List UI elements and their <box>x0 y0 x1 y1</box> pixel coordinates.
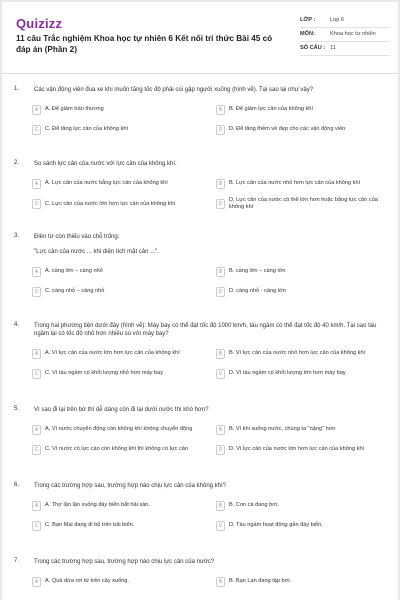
answer-option[interactable] <box>216 443 398 456</box>
question-number: 1. <box>14 86 20 92</box>
answer-options <box>32 103 398 136</box>
question-list <box>2 86 398 588</box>
question <box>2 322 398 380</box>
question-subtext: "Lực cản của nước ... khi diện tích mặt cản ...". <box>34 249 159 255</box>
answer-option[interactable] <box>216 123 398 136</box>
meta-value: 11 <box>330 45 336 51</box>
answer-option[interactable] <box>32 265 216 278</box>
question-text: Trong hai phương tiện dưới đây (hình vẽ): Máy bay có thể đạt tốc độ 1000 km/h, tàu ngầm có thể đạt tốc độ 40 km/h. Tại sao tàu ngầm lại có tốc độ nhỏ hơn nhiều so với máy bay? <box>34 323 377 337</box>
answer-option[interactable] <box>216 103 398 116</box>
option-text: C. Để tăng lực cản của không khí <box>45 126 129 132</box>
answer-option[interactable] <box>32 177 216 190</box>
option-letter-box: D <box>216 521 225 531</box>
option-text: C. Vì tàu ngầm có khối lượng nhỏ hơn máy bay <box>45 370 164 376</box>
answer-option[interactable] <box>216 265 398 278</box>
option-text: D. càng nhỏ - càng lớn <box>229 288 286 294</box>
option-text: D. Vì lực cản của nước lớn hơn lực cản của không khí <box>229 446 365 452</box>
option-text: D. Lực cản của nước có thể lớn hơn hoặc bằng lực cản của không khí <box>229 197 378 210</box>
answer-option[interactable] <box>216 575 398 588</box>
answer-option[interactable] <box>32 123 216 136</box>
question-text: Các vận động viên đua xe khi muốn tăng tốc độ phải cúi gập người xuống (hình vẽ). Tại sao lại như vậy? <box>34 87 314 93</box>
option-letter-box: D <box>216 445 225 455</box>
answer-option[interactable] <box>32 347 216 360</box>
question-number: 2. <box>14 160 20 166</box>
question <box>2 482 398 532</box>
answer-option[interactable] <box>32 443 216 456</box>
answer-option[interactable] <box>216 519 398 532</box>
option-letter-box: B <box>216 577 225 587</box>
question <box>2 406 398 456</box>
option-letter-box: A <box>32 501 41 511</box>
option-text: C. càng nhỏ – càng nhỏ <box>45 288 105 294</box>
answer-option[interactable] <box>216 177 398 190</box>
answer-option[interactable] <box>216 423 398 436</box>
question-text: Trong các trường hợp sau, trường hợp nào chịu lực cản của không khí? <box>34 483 226 489</box>
option-letter-box: B <box>216 267 225 277</box>
option-letter-box: A <box>32 577 41 587</box>
option-letter-box: B <box>216 501 225 511</box>
option-text: A. Thợ lặn lặn xuống đáy biển bắt hải sản. <box>45 502 150 508</box>
option-text: D. Để tăng thêm vẻ đẹp cho các vận động viên <box>229 126 346 132</box>
worksheet-title: 11 câu Trắc nghiệm Khoa học tự nhiên 6 Kết nối tri thức Bài 45 có đáp án (Phần 2) <box>16 34 273 54</box>
quizizz-logo: Quizizz <box>16 16 63 31</box>
option-text: C. Bạn Mai đang đi bộ trên bãi biển. <box>45 522 135 528</box>
option-text: A. càng lớn – càng nhỏ <box>45 268 103 274</box>
option-letter-box: B <box>216 349 225 359</box>
meta-label: SỐ CÂU : <box>300 45 326 51</box>
option-letter-box: B <box>216 179 225 189</box>
option-text: A. Lực cản của nước bằng lực cản của không khí <box>45 180 168 186</box>
option-letter-box: D <box>216 287 225 297</box>
question <box>2 558 398 588</box>
meta-value: Khoa học tự nhiên <box>330 31 376 37</box>
option-letter-box: C <box>32 287 41 297</box>
answer-options <box>32 347 398 380</box>
worksheet-meta <box>300 14 390 56</box>
answer-option[interactable] <box>32 197 216 211</box>
option-text: A. Vì nước chuyển động còn không khí không chuyển động <box>45 426 193 432</box>
meta-label: LỚP : <box>300 17 316 23</box>
option-letter-box: C <box>32 521 41 531</box>
meta-value: Lop 6 <box>330 17 344 23</box>
answer-options <box>32 423 398 456</box>
option-letter-box: C <box>32 199 41 209</box>
option-letter-box: B <box>216 105 225 115</box>
answer-option[interactable] <box>216 347 398 360</box>
answer-options <box>32 499 398 532</box>
option-text: B. càng lớn – càng lớn <box>229 268 286 274</box>
option-letter-box: A <box>32 267 41 277</box>
question <box>2 86 398 136</box>
question-text: Điền từ còn thiếu vào chỗ trống: <box>34 234 120 240</box>
question-number: 4. <box>14 322 20 328</box>
answer-option[interactable] <box>32 575 216 588</box>
meta-row <box>300 28 390 42</box>
option-text: D. Tàu ngầm hoạt động gần đáy biển. <box>229 522 323 528</box>
option-letter-box: D <box>216 369 225 379</box>
question-number: 5. <box>14 406 20 412</box>
answer-option[interactable] <box>216 197 398 211</box>
meta-row <box>300 42 390 56</box>
option-letter-box: C <box>32 125 41 135</box>
worksheet-page <box>2 2 398 600</box>
question-number: 3. <box>14 233 20 239</box>
answer-options <box>32 177 398 211</box>
worksheet-header <box>2 2 398 74</box>
question-text: Trong các trường hợp sau, trường hợp nào chịu lực cản của nước? <box>34 559 215 565</box>
option-text: A. Vì lực cản của nước lớn hơn lực cản của không khí <box>45 350 180 356</box>
option-text: A. Quả dừa rơi từ trên cây xuống. <box>45 578 129 584</box>
question <box>2 233 398 298</box>
question <box>2 160 398 211</box>
option-letter-box: D <box>216 125 225 135</box>
option-text: D. Vì tàu ngầm có khối lượng lớn hơn máy bay <box>229 370 346 376</box>
option-text: B. Vì lực cản của nước nhỏ hơn lực cản của không khí <box>229 350 366 356</box>
answer-option[interactable] <box>32 367 216 380</box>
answer-option[interactable] <box>32 285 216 298</box>
option-text: B. Vì khi xuống nước, chúng ta "nặng" hơn <box>229 426 336 432</box>
option-text: B. Để giảm lực cản của không khí <box>229 106 313 112</box>
option-text: B. Lực cản của nước nhỏ hơn lực cản của không khí <box>229 180 361 186</box>
option-text: A. Để giảm trấn thương <box>45 106 104 112</box>
answer-option[interactable] <box>216 367 398 380</box>
meta-row <box>300 14 390 28</box>
answer-option[interactable] <box>216 285 398 298</box>
option-text: B. Bạn Lan đang tập bơi. <box>229 578 292 584</box>
option-letter-box: A <box>32 105 41 115</box>
option-letter-box: C <box>32 445 41 455</box>
answer-option[interactable] <box>32 423 216 436</box>
question-text: So sánh lực cản của nước với lực cản của không khí. <box>34 161 177 167</box>
answer-options <box>32 575 398 588</box>
answer-option[interactable] <box>216 499 398 512</box>
option-letter-box: A <box>32 179 41 189</box>
option-letter-box: A <box>32 349 41 359</box>
question-number: 6. <box>14 482 20 488</box>
answer-option[interactable] <box>32 103 216 116</box>
option-text: C. Vì nước có lực cản còn không khí thì không có lực cản <box>45 446 189 452</box>
option-text: B. Con cá đang bơi. <box>229 502 279 508</box>
option-letter-box: D <box>216 199 225 209</box>
question-text: Vì sao đi lại trên bờ thì dễ dàng còn đi lại dưới nước thì khó hơn? <box>34 407 209 413</box>
question-number: 7. <box>14 558 20 564</box>
option-letter-box: B <box>216 425 225 435</box>
meta-label: MÔN: <box>300 31 315 37</box>
option-letter-box: A <box>32 425 41 435</box>
answer-options <box>32 265 398 298</box>
answer-option[interactable] <box>32 519 216 532</box>
answer-option[interactable] <box>32 499 216 512</box>
option-letter-box: C <box>32 369 41 379</box>
option-text: C. Lực cản của nước lớn hơn lực cản của không khí <box>45 200 176 207</box>
